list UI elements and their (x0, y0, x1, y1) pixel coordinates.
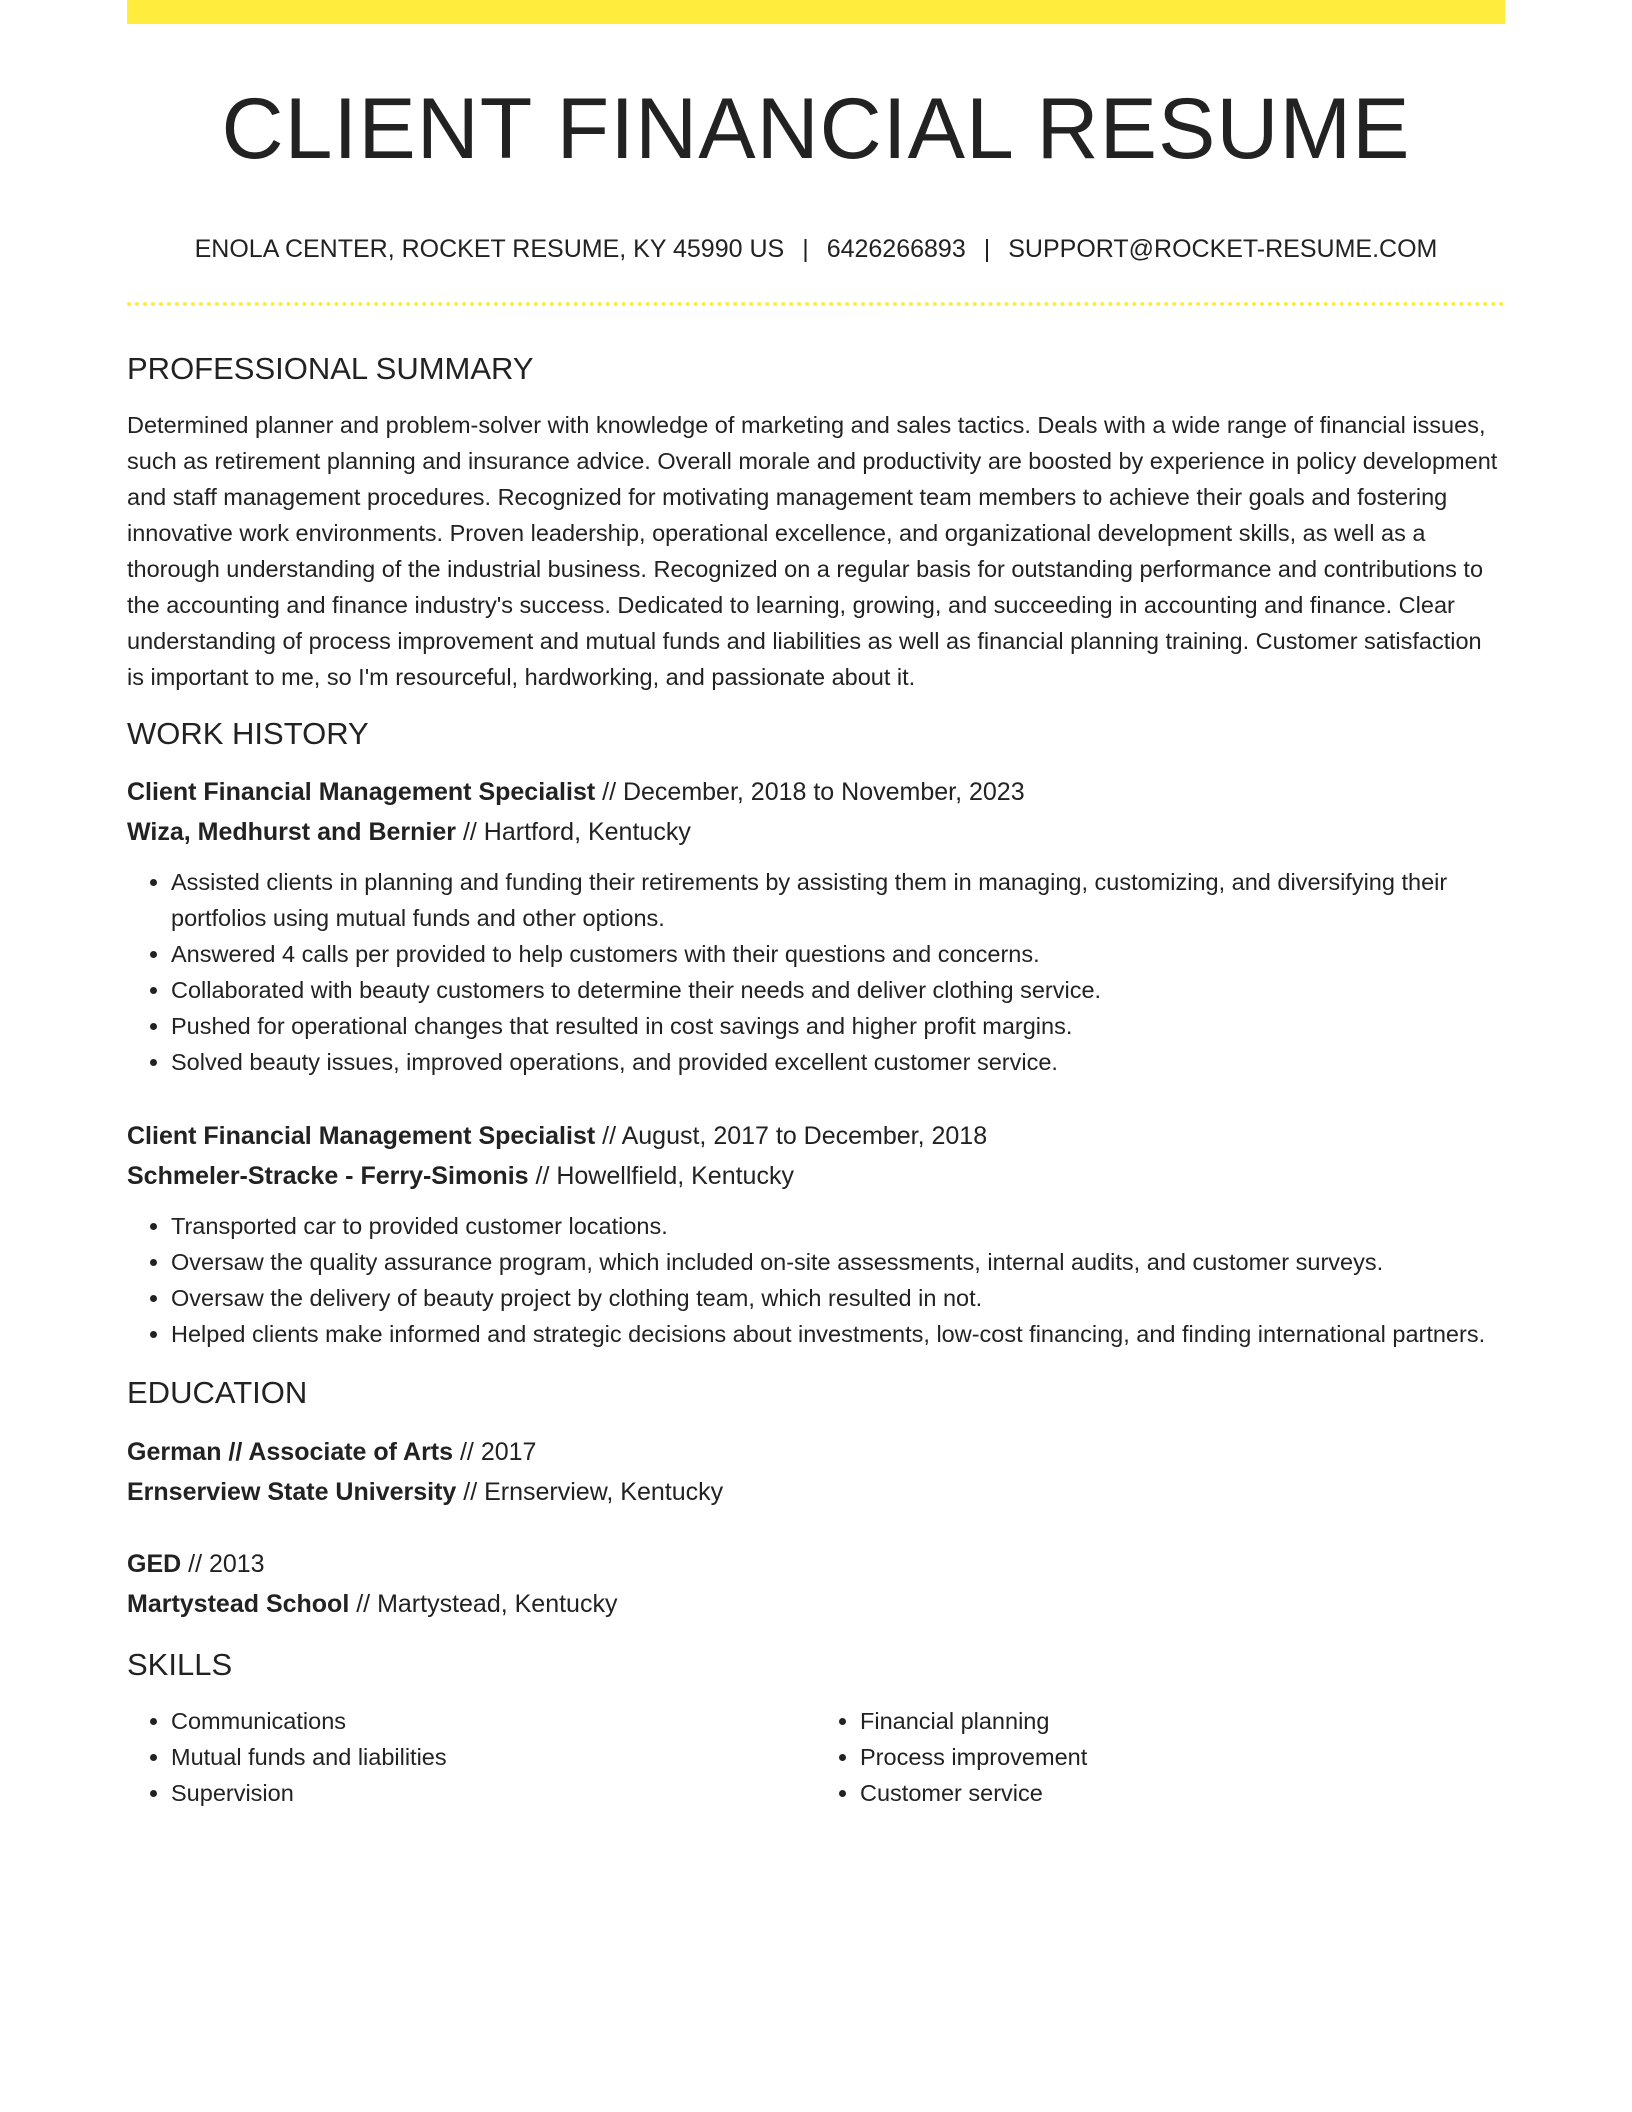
job-bullets (127, 1208, 1505, 1352)
contact-address: ENOLA CENTER, ROCKET RESUME, KY 45990 US (194, 235, 785, 263)
skill-item: • Process improvement (860, 1739, 1505, 1775)
contact-separator: | (983, 235, 991, 263)
education-school: Ernserview State University (127, 1477, 457, 1506)
section-title-skills: SKILLS (127, 1646, 233, 1682)
education-location: // Ernserview, Kentucky (456, 1477, 724, 1506)
section-title-education: EDUCATION (127, 1375, 308, 1411)
skill-item: • Communications (171, 1703, 816, 1739)
summary-text: Determined planner and problem-solver with knowledge of marketing and sales tactics. Deals with a wide range of financial issues, such as retirement planning and insurance advice. Overall morale and productivity are boosted by experience in policy development and staff management procedures. Recognized for motivating management team members to achieve their goals and fostering innovative work environments. Proven leadership, operational excellence, and organizational development skills, as well as a thorough understanding of the industrial business. Recognized on a regular basis for outstanding performance and contributions to the accounting and finance industry's success. Dedicated to learning, growing, and succeeding in accounting and finance. Clear understanding of process improvement and mutual funds and liabilities as well as financial planning training. Customer satisfaction is important to me, so I'm resourceful, hardworking, and passionate about it. (127, 412, 1498, 691)
job-dates: // December, 2018 to November, 2023 (595, 778, 1025, 807)
accent-top-bar (127, 0, 1505, 24)
list-item: • Helped clients make informed and strategic decisions about investments, low-cost financing, and finding international partners. (171, 1316, 1505, 1352)
list-item: • Transported car to provided customer locations. (171, 1208, 1505, 1244)
job-location: // Hartford, Kentucky (456, 818, 691, 847)
education-school-line (127, 1584, 1505, 1624)
skill-item: • Mutual funds and liabilities (171, 1739, 816, 1775)
job-role: Client Financial Management Specialist (127, 778, 596, 807)
job-company: Schmeler-Stracke - Ferry-Simonis (127, 1162, 529, 1191)
education-location: // Martystead, Kentucky (349, 1589, 618, 1618)
education-year: // 2017 (453, 1437, 537, 1466)
skills-column-right (816, 1703, 1505, 1811)
job-bullets (127, 864, 1505, 1080)
education-year: // 2013 (181, 1549, 265, 1578)
education-school: Martystead School (127, 1589, 350, 1618)
contact-separator: | (802, 235, 809, 263)
contact-email: SUPPORT@ROCKET-RESUME.COM (1008, 235, 1438, 263)
skill-item: • Customer service (860, 1775, 1505, 1811)
list-item: • Assisted clients in planning and funding their retirements by assisting them in managing, customizing, and diversifying their portfolios using mutual funds and other options. (171, 864, 1505, 936)
education-degree-line (127, 1544, 1505, 1584)
contact-phone: 6426266893 (826, 235, 966, 263)
skills-column-left (127, 1703, 816, 1811)
education-degree: German // Associate of Arts (127, 1437, 454, 1466)
education-entry (127, 1544, 1505, 1624)
list-item: • Solved beauty issues, improved operations, and provided excellent customer service. (171, 1044, 1505, 1080)
education-entry (127, 1432, 1505, 1512)
list-item: • Collaborated with beauty customers to determine their needs and deliver clothing service. (171, 972, 1505, 1008)
job-company: Wiza, Medhurst and Bernier (127, 818, 456, 847)
job-location: // Howellfield, Kentucky (528, 1162, 794, 1191)
job-entry (127, 772, 1505, 1080)
job-company-line (127, 812, 1505, 852)
list-item: • Oversaw the quality assurance program, which included on-site assessments, internal audits, and customer surveys. (171, 1244, 1505, 1280)
skill-item: • Financial planning (860, 1703, 1505, 1739)
job-entry (127, 1116, 1505, 1352)
education-school-line (127, 1472, 1505, 1512)
skills-list (127, 1703, 1505, 1811)
job-dates: // August, 2017 to December, 2018 (595, 1122, 988, 1151)
skill-item: • Supervision (171, 1775, 816, 1811)
contact-line (127, 234, 1505, 264)
job-title-line (127, 1116, 1505, 1156)
section-title-work: WORK HISTORY (127, 716, 369, 752)
education-degree: GED (127, 1549, 182, 1578)
resume-page (127, 0, 1505, 1811)
list-item: • Pushed for operational changes that resulted in cost savings and higher profit margins. (171, 1008, 1505, 1044)
job-title-line (127, 772, 1505, 812)
section-title-summary: PROFESSIONAL SUMMARY (127, 351, 534, 386)
education-degree-line (127, 1432, 1505, 1472)
job-company-line (127, 1156, 1505, 1196)
resume-title: CLIENT FINANCIAL RESUME (221, 81, 1411, 177)
job-role: Client Financial Management Specialist (127, 1122, 596, 1151)
list-item: • Answered 4 calls per provided to help customers with their questions and concerns. (171, 936, 1505, 972)
list-item: • Oversaw the delivery of beauty project by clothing team, which resulted in not. (171, 1280, 1505, 1316)
dotted-divider (127, 302, 1505, 306)
